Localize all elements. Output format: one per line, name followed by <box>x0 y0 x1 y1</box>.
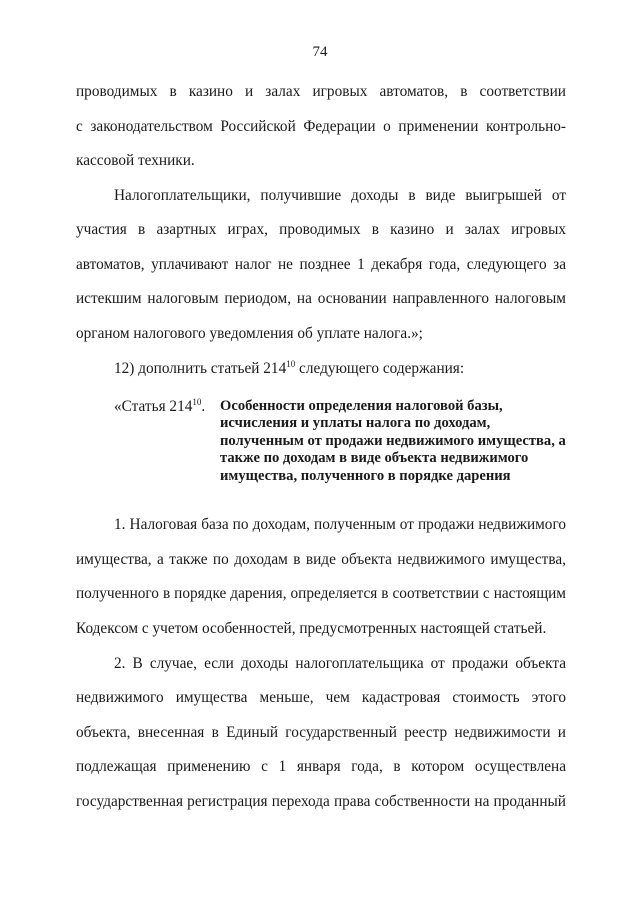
text-line: Кодексом с учетом особенностей, предусмотренных настоящей статьей. <box>76 620 547 637</box>
text-line: органом налогового уведомления об уплате налога.»; <box>76 325 423 342</box>
text-line: 1. Налоговая база по доходам, полученным от продажи недвижимого <box>114 516 566 533</box>
text-line: полученного в порядке дарения, определяется в соответствии с настоящим <box>76 585 566 602</box>
text-line: Налогоплательщики, получившие доходы в виде выигрышей от <box>114 187 566 204</box>
article-label-sup: 10 <box>192 397 202 407</box>
item12-text: 12) дополнить статьей 214 <box>114 360 287 377</box>
text-line: автоматов, уплачивают налог не позднее 1 декабря года, следующего за <box>76 256 566 273</box>
text-line: имущества, а также по доходам в виде объекта недвижимого имущества, <box>76 551 566 568</box>
text-line: подлежащая применению с 1 января года, в котором осуществлена <box>76 758 566 775</box>
text-line: государственная регистрация перехода права собственности на проданный <box>76 793 566 810</box>
text-line: кассовой техники. <box>76 152 195 169</box>
text-line: недвижимого имущества меньше, чем кадастровая стоимость этого <box>76 689 566 706</box>
text-line: участия в азартных играх, проводимых в казино и залах игровых <box>76 221 566 238</box>
article-label <box>114 398 205 416</box>
article-label-end: . <box>201 398 206 415</box>
text-line: объекта, внесенная в Единый государственный реестр недвижимости и <box>76 724 566 741</box>
article-title: Особенности определения налоговой базы, исчисления и уплаты налога по доходам, полученным от продажи недвижимого имущества, а также по доходам в виде объекта недвижимого имущества, полученного в порядке дарения <box>220 398 566 484</box>
item12-sup: 10 <box>286 359 296 369</box>
item12-rest: следующего содержания: <box>295 360 465 377</box>
article-label-text: «Статья 214 <box>114 398 193 415</box>
text-line: истекшим налоговым периодом, на основании направленного налоговым <box>76 290 566 307</box>
text-line: с законодательством Российской Федерации о применении контрольно- <box>76 118 566 135</box>
text-line: проводимых в казино и залах игровых автоматов, в соответствии <box>76 83 566 100</box>
amendment-item-12 <box>114 360 566 378</box>
page-number: 74 <box>312 44 328 60</box>
text-line: 2. В случае, если доходы налогоплательщика от продажи объекта <box>114 655 566 672</box>
